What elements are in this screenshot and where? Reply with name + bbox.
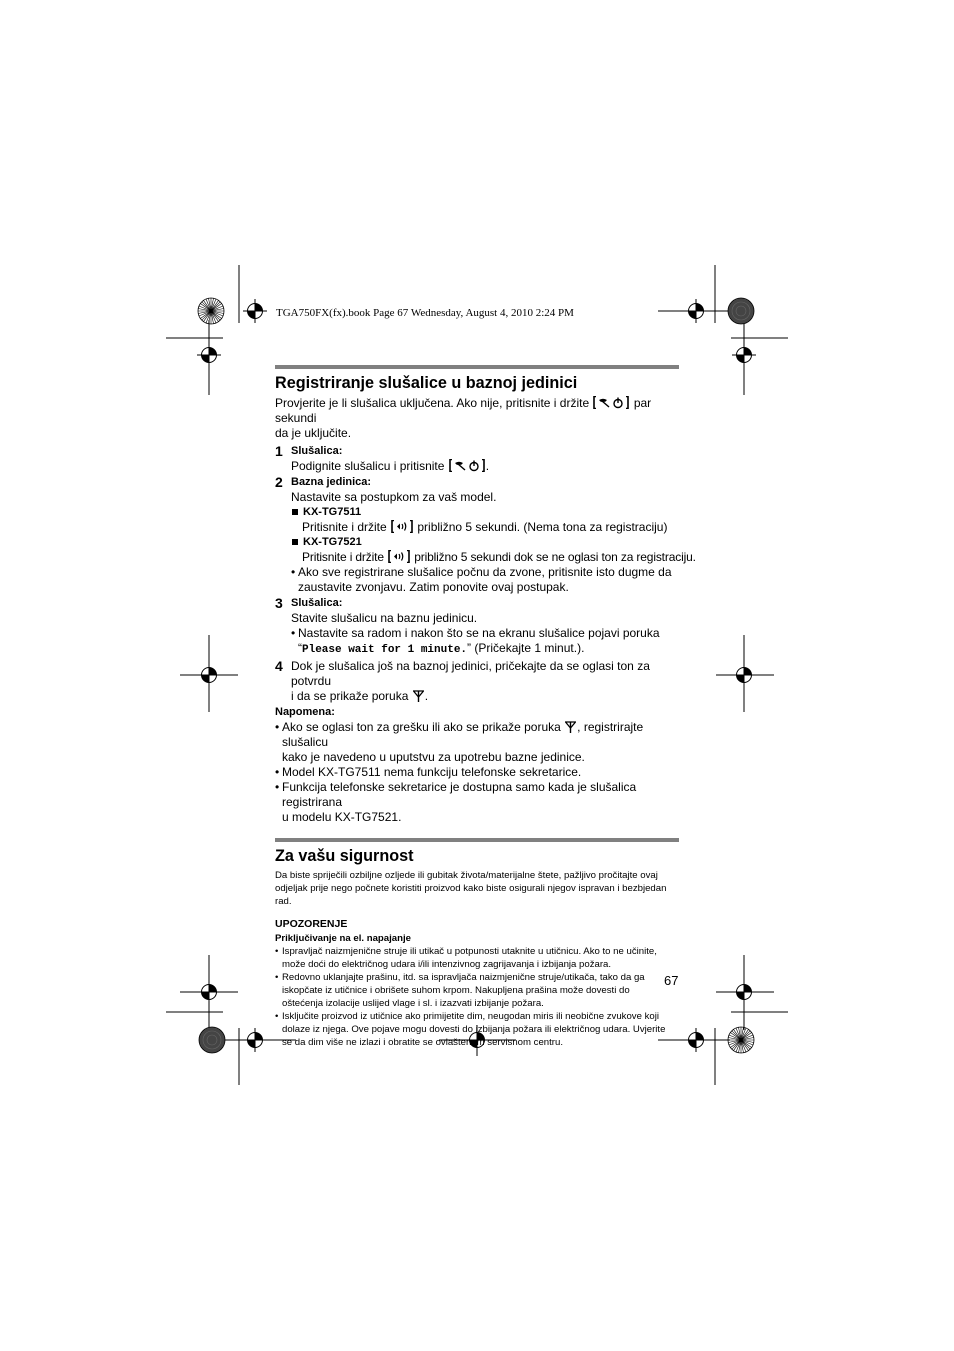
- step-number: 4: [275, 658, 283, 674]
- step-label: Slušalica:: [291, 597, 343, 609]
- warning-heading: UPOZORENJE: [275, 918, 348, 930]
- power-connection-heading: Priključivanje na el. napajanje: [275, 933, 411, 944]
- off-power-key-icon: [449, 459, 485, 472]
- step-label: Bazna jedinica:: [291, 476, 372, 488]
- section-title-registration: Registriranje slušalice u baznoj jedinici: [275, 374, 578, 392]
- step-label: Slušalica:: [291, 445, 343, 457]
- antenna-icon: [413, 689, 424, 702]
- safety-item: • Ispravljač naizmjenične struje ili utikač u potpunosti utaknite u utičnicu. Ako to ne učinite, može doći do električnog udara i/ili intenzivnog zagrijavanja i izbijanja požara.: [275, 945, 679, 971]
- step-2: [275, 474, 696, 595]
- model-kx-tg7511-text: Pritisnite i držite približno 5 sekundi. (Nema tona za registraciju): [302, 520, 668, 534]
- step-number: 1: [275, 443, 283, 459]
- step-4: [275, 659, 679, 704]
- registration-intro: Provjerite je li slušalica uključena. Ako nije, pritisnite i držite par sekundi da je uključite.: [275, 396, 652, 440]
- step-1: [275, 444, 679, 474]
- note-label: Napomena:: [275, 706, 335, 718]
- note-item: • Ako se oglasi ton za grešku ili ako se prikaže poruka , registrirajte slušalicu kako je navedeno u uputstvu za upotrebu bazne jedinice.: [275, 720, 679, 765]
- antenna-icon: [565, 720, 576, 733]
- display-message: Please wait for 1 minute.: [302, 644, 468, 656]
- step-3: [275, 596, 679, 658]
- step-3-note: • Nastavite sa radom i nakon što se na ekranu slušalice pojavi poruka “Please wait for 1 minute.” (Pričekajte 1 minut.).: [291, 626, 679, 658]
- step-number: 2: [275, 474, 283, 490]
- page-number: 67: [664, 973, 679, 988]
- step-text: Stavite slušalicu na baznu jedinicu.: [291, 611, 478, 625]
- note-item: • Model KX-TG7511 nema funkciju telefonske sekretarice.: [275, 765, 679, 780]
- step-text: Dok je slušalica još na baznoj jedinici, pričekajte da se oglasi ton za potvrdu i da se prikaže poruka .: [291, 659, 650, 703]
- section-title-safety: Za vašu sigurnost: [275, 847, 414, 865]
- safety-intro: Da biste spriječili ozbiljne ozljede ili gubitak života/materijalne štete, pažljivo pročitajte ovaj odjeljak prije nego počnete koristiti proizvod kako biste osigurali njegov ispravan i bezbjedan rad.: [275, 870, 667, 907]
- step-text: Nastavite sa postupkom za vaš model.: [291, 490, 497, 504]
- step-number: 3: [275, 595, 283, 611]
- page-content: [275, 365, 696, 1049]
- off-power-key-icon: [593, 396, 629, 409]
- locator-key-icon: [391, 520, 413, 533]
- model-kx-tg7511: KX-TG7511: [291, 505, 679, 520]
- locator-key-icon: [388, 550, 410, 563]
- section-rule: [275, 365, 679, 369]
- safety-item: • Isključite proizvod iz utičnice ako primijetite dim, neugodan miris ili neobične zvukove koji dolaze iz njega. Ove pojave mogu dovesti do izbijanja požara ili električnog udara. Uvjerite se da dim više ne izlazi i obratite se ovlaštenom servisnom centru.: [275, 1010, 679, 1049]
- step-text: Podignite slušalicu i pritisnite .: [291, 459, 490, 473]
- book-header: TGA750FX(fx).book Page 67 Wednesday, August 4, 2010 2:24 PM: [276, 307, 574, 319]
- step-2-note: • Ako sve registrirane slušalice počnu da zvone, pritisnite isto dugme da zaustavite zvonjavu. Zatim ponovite ovaj postupak.: [291, 565, 679, 595]
- safety-item: • Redovno uklanjajte prašinu, itd. sa ispravljača naizmjenične struje/utikača, tako da ga iskopčate iz utičnice i obrišete suhom krpom. Nakupljena prašina može dovesti do oštećenja izolacije uslijed vlage i sl. i izazvati izbijanje požara.: [275, 971, 679, 1010]
- model-kx-tg7521: KX-TG7521: [291, 535, 679, 550]
- model-kx-tg7521-text: Pritisnite i držite približno 5 sekundi dok se ne oglasi ton za registraciju.: [302, 550, 696, 564]
- section-rule: [275, 838, 679, 842]
- note-item: • Funkcija telefonske sekretarice je dostupna samo kada je slušalica registrirana u modelu KX-TG7521.: [275, 780, 679, 825]
